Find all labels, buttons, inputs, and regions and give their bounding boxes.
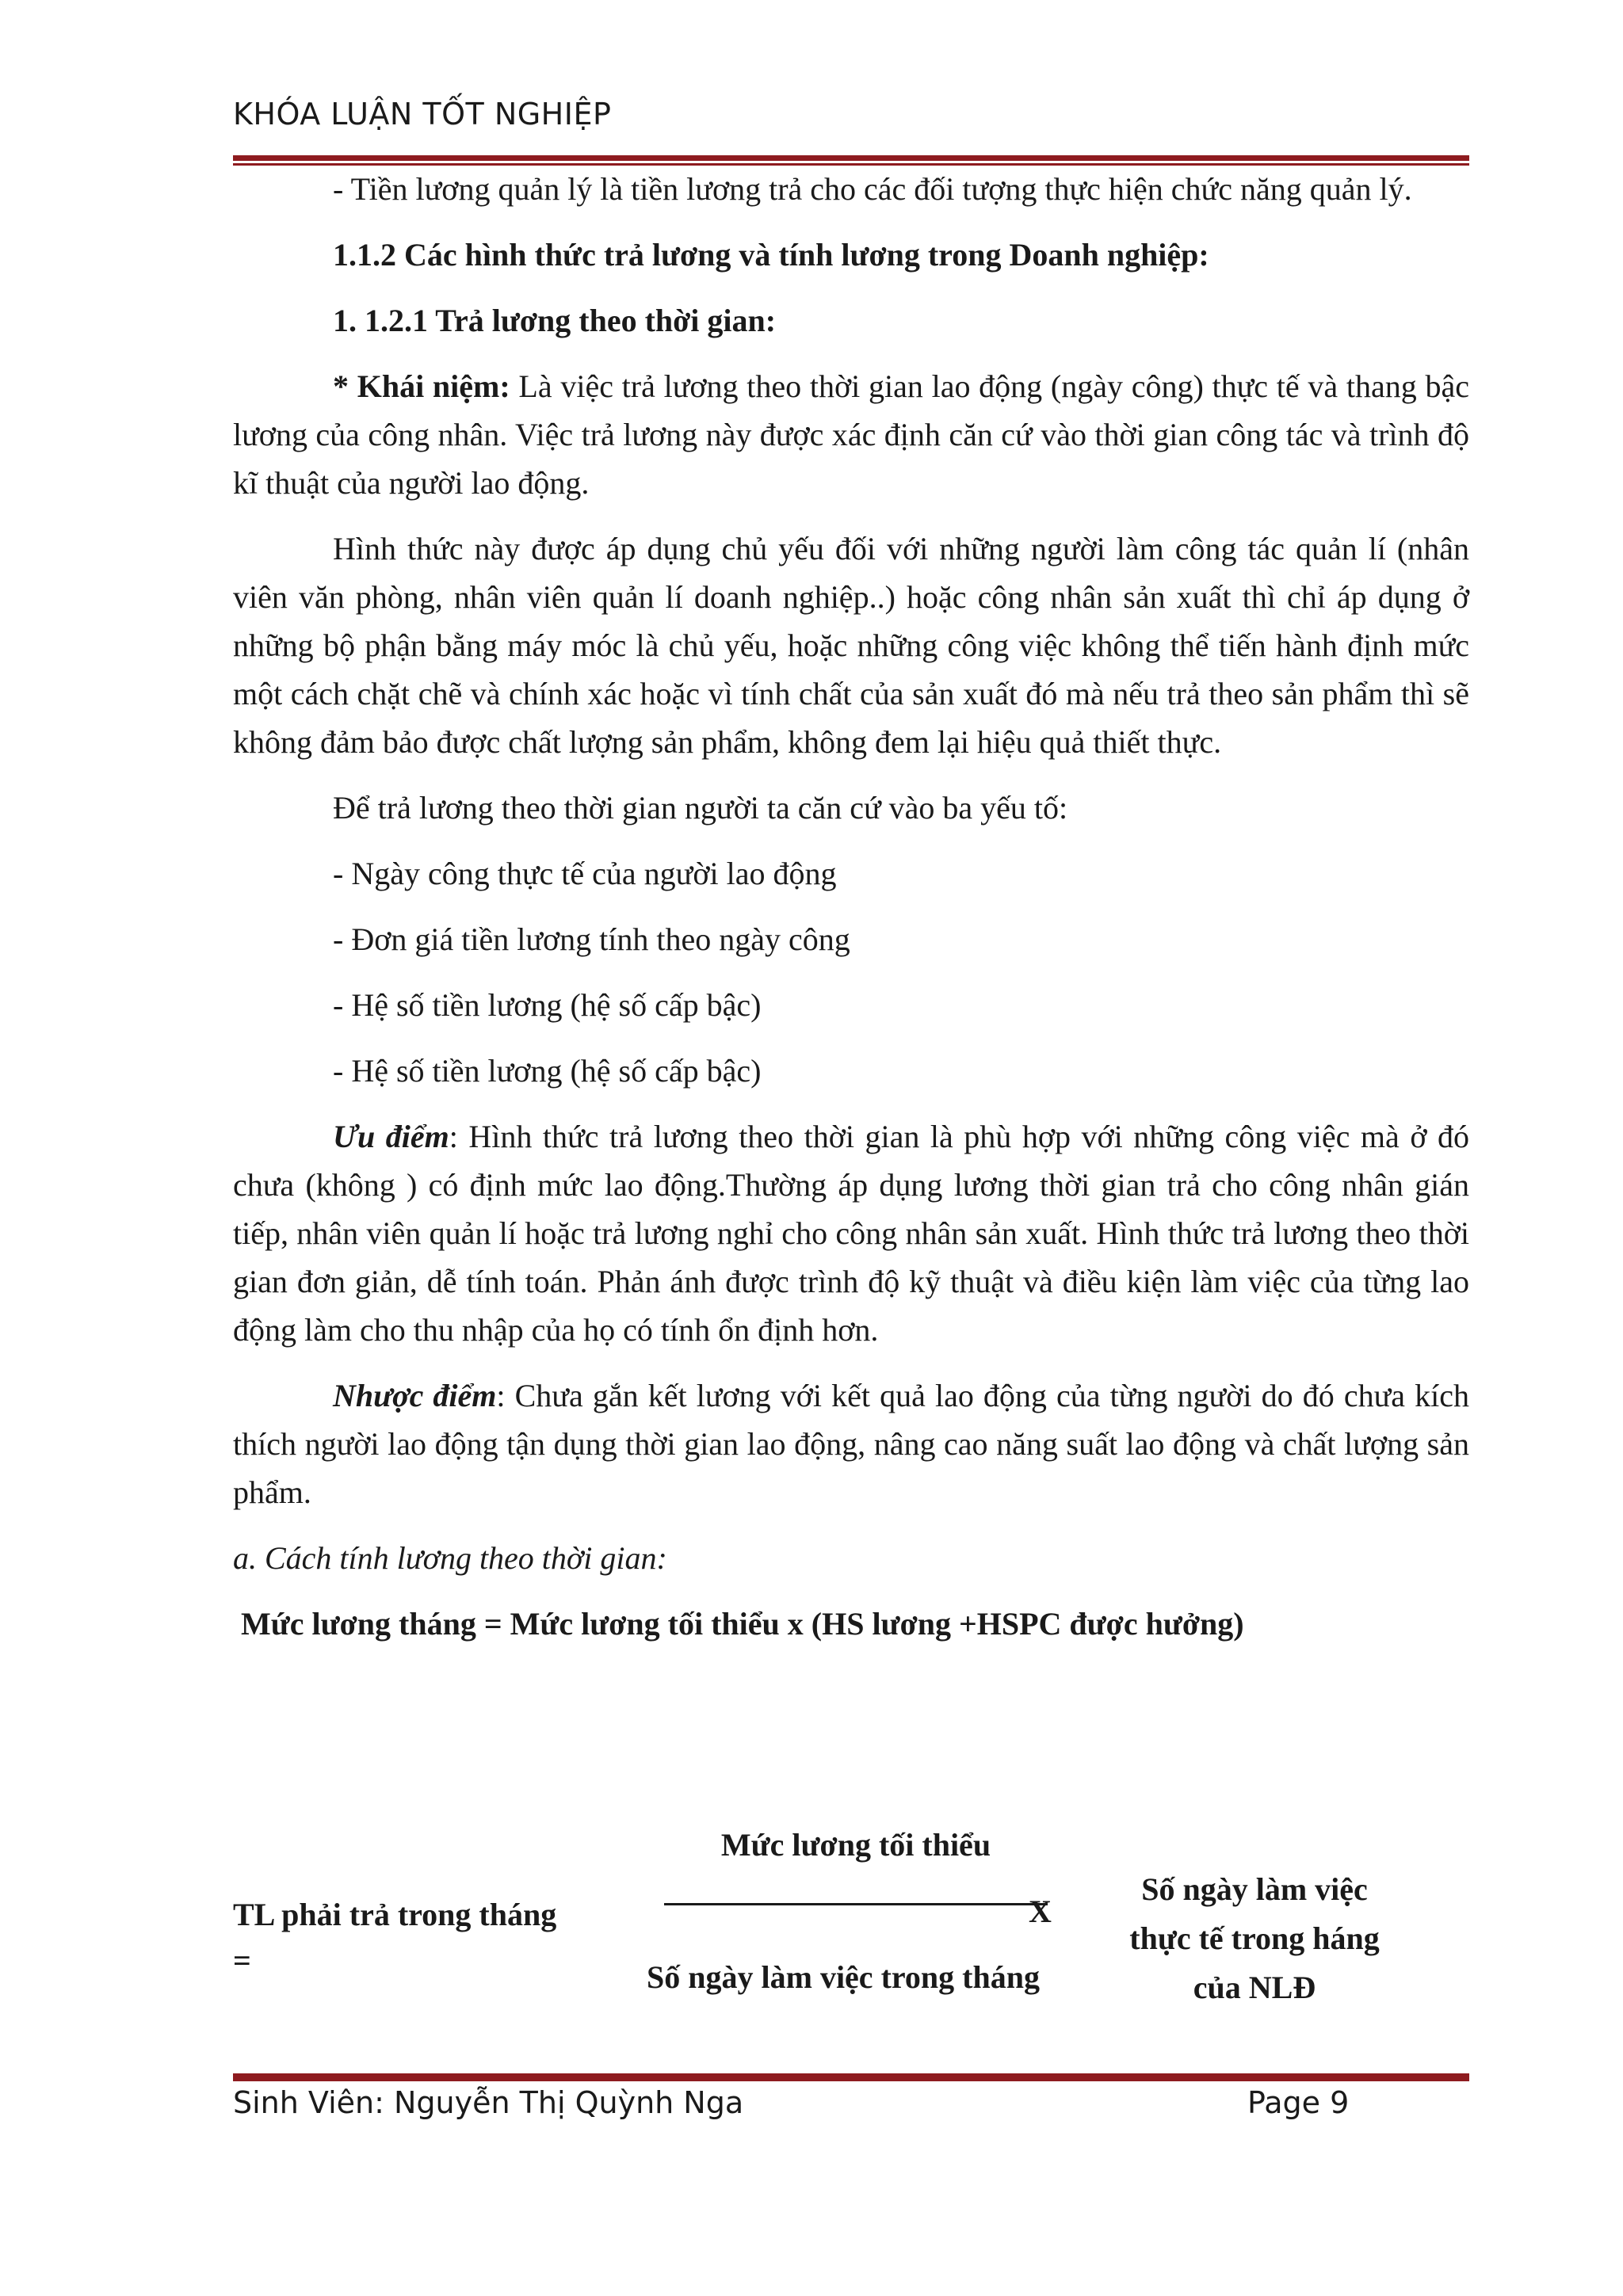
factors-intro: Để trả lương theo thời gian người ta căn cứ vào ba yếu tố: bbox=[333, 790, 1068, 826]
footer-student-name: Sinh Viên: Nguyễn Thị Quỳnh Nga bbox=[233, 2085, 744, 2120]
formula-left-side bbox=[233, 1892, 556, 1984]
list-item: - Hệ số tiền lương (hệ số cấp bậc) bbox=[333, 1053, 762, 1089]
document-body bbox=[233, 165, 1469, 1648]
header-title: KHÓA LUẬN TỐT NGHIỆP bbox=[233, 97, 612, 132]
definition-label: * Khái niệm: bbox=[333, 368, 510, 404]
section-heading-1-1-2-1: 1. 1.2.1 Trả lương theo thời gian: bbox=[333, 303, 777, 338]
footer-page-number: Page 9 bbox=[1247, 2085, 1350, 2120]
fraction-bar bbox=[664, 1903, 1048, 1905]
formula-multiply-sign: X bbox=[1029, 1894, 1052, 1929]
section-heading-1-1-2: 1.1.2 Các hình thức trả lương và tính lương trong Doanh nghiệp: bbox=[333, 237, 1209, 273]
advantages-label: Ưu điểm bbox=[333, 1119, 449, 1154]
subsection-a-title: a. Cách tính lương theo thời gian: bbox=[233, 1540, 667, 1576]
list-item: - Đơn giá tiền lương tính theo ngày công bbox=[333, 921, 850, 957]
definition-paragraph bbox=[233, 362, 1469, 507]
advantages-text: : Hình thức trả lương theo thời gian là phù hợp với những công việc mà ở đó chưa (không ) có định mức lao động.Thường áp dụng lương thời gian trả cho công nhân gián tiếp, nhân viên quản lí hoặc trả lương nghỉ cho công nhân sản xuất. Hình thức trả lương theo thời gian đơn giản, dễ tính toán. Phản ánh được trình độ kỹ thuật và điều kiện làm việc của từng lao động làm cho thu nhập của họ có tính ổn định hơn. bbox=[233, 1119, 1470, 1348]
disadvantages-paragraph bbox=[233, 1371, 1469, 1516]
advantages-paragraph bbox=[233, 1112, 1469, 1354]
disadvantages-text: : Chưa gắn kết lương với kết quả lao động của từng người do đó chưa kích thích người lao động tận dụng thời gian lao động, nâng cao năng suất lao động và chất lượng sản phẩm. bbox=[233, 1378, 1469, 1510]
formula-numerator: Mức lương tối thiểu bbox=[720, 1827, 991, 1863]
formula-right-side: Số ngày làm việc thực tế trong háng của NLĐ bbox=[1129, 1871, 1380, 2005]
definition-text: Là việc trả lương theo thời gian lao động (ngày công) thực tế và thang bậc lương của công nhân. Việc trả lương này được xác định căn cứ vào thời gian công tác và trình độ kĩ thuật của người lao động. bbox=[233, 368, 1469, 501]
formula-equals: = bbox=[233, 1943, 251, 1978]
monthly-salary-formula: Mức lương tháng = Mức lương tối thiểu x (HS lương +HSPC được hưởng) bbox=[241, 1606, 1244, 1642]
disadvantages-label: Nhược điểm bbox=[333, 1378, 497, 1413]
formula-denominator: Số ngày làm việc trong tháng bbox=[647, 1959, 1040, 1995]
scope-paragraph: Hình thức này được áp dụng chủ yếu đối với những người làm công tác quản lí (nhân viên văn phòng, nhân viên quản lí doanh nghiệp..) hoặc công nhân sản xuất thì chỉ áp dụng ở những bộ phận bằng máy móc là chủ yếu, hoặc những công việc không thể tiến hành định mức một cách chặt chẽ và chính xác hoặc vì tính chất của sản xuất đó mà nếu trả theo sản phẩm thì sẽ không đảm bảo được chất lượng sản phẩm, không đem lại hiệu quả thiết thực. bbox=[233, 531, 1469, 760]
footer-rule bbox=[233, 2071, 1469, 2081]
list-item: - Hệ số tiền lương (hệ số cấp bậc) bbox=[333, 987, 762, 1023]
salary-payable-formula bbox=[233, 1822, 1469, 2044]
intro-paragraph: - Tiền lương quản lý là tiền lương trả cho các đối tượng thực hiện chức năng quản lý. bbox=[333, 171, 1412, 207]
list-item: - Ngày công thực tế của người lao động bbox=[333, 856, 837, 891]
formula-left-label: TL phải trả trong tháng bbox=[233, 1897, 557, 1932]
